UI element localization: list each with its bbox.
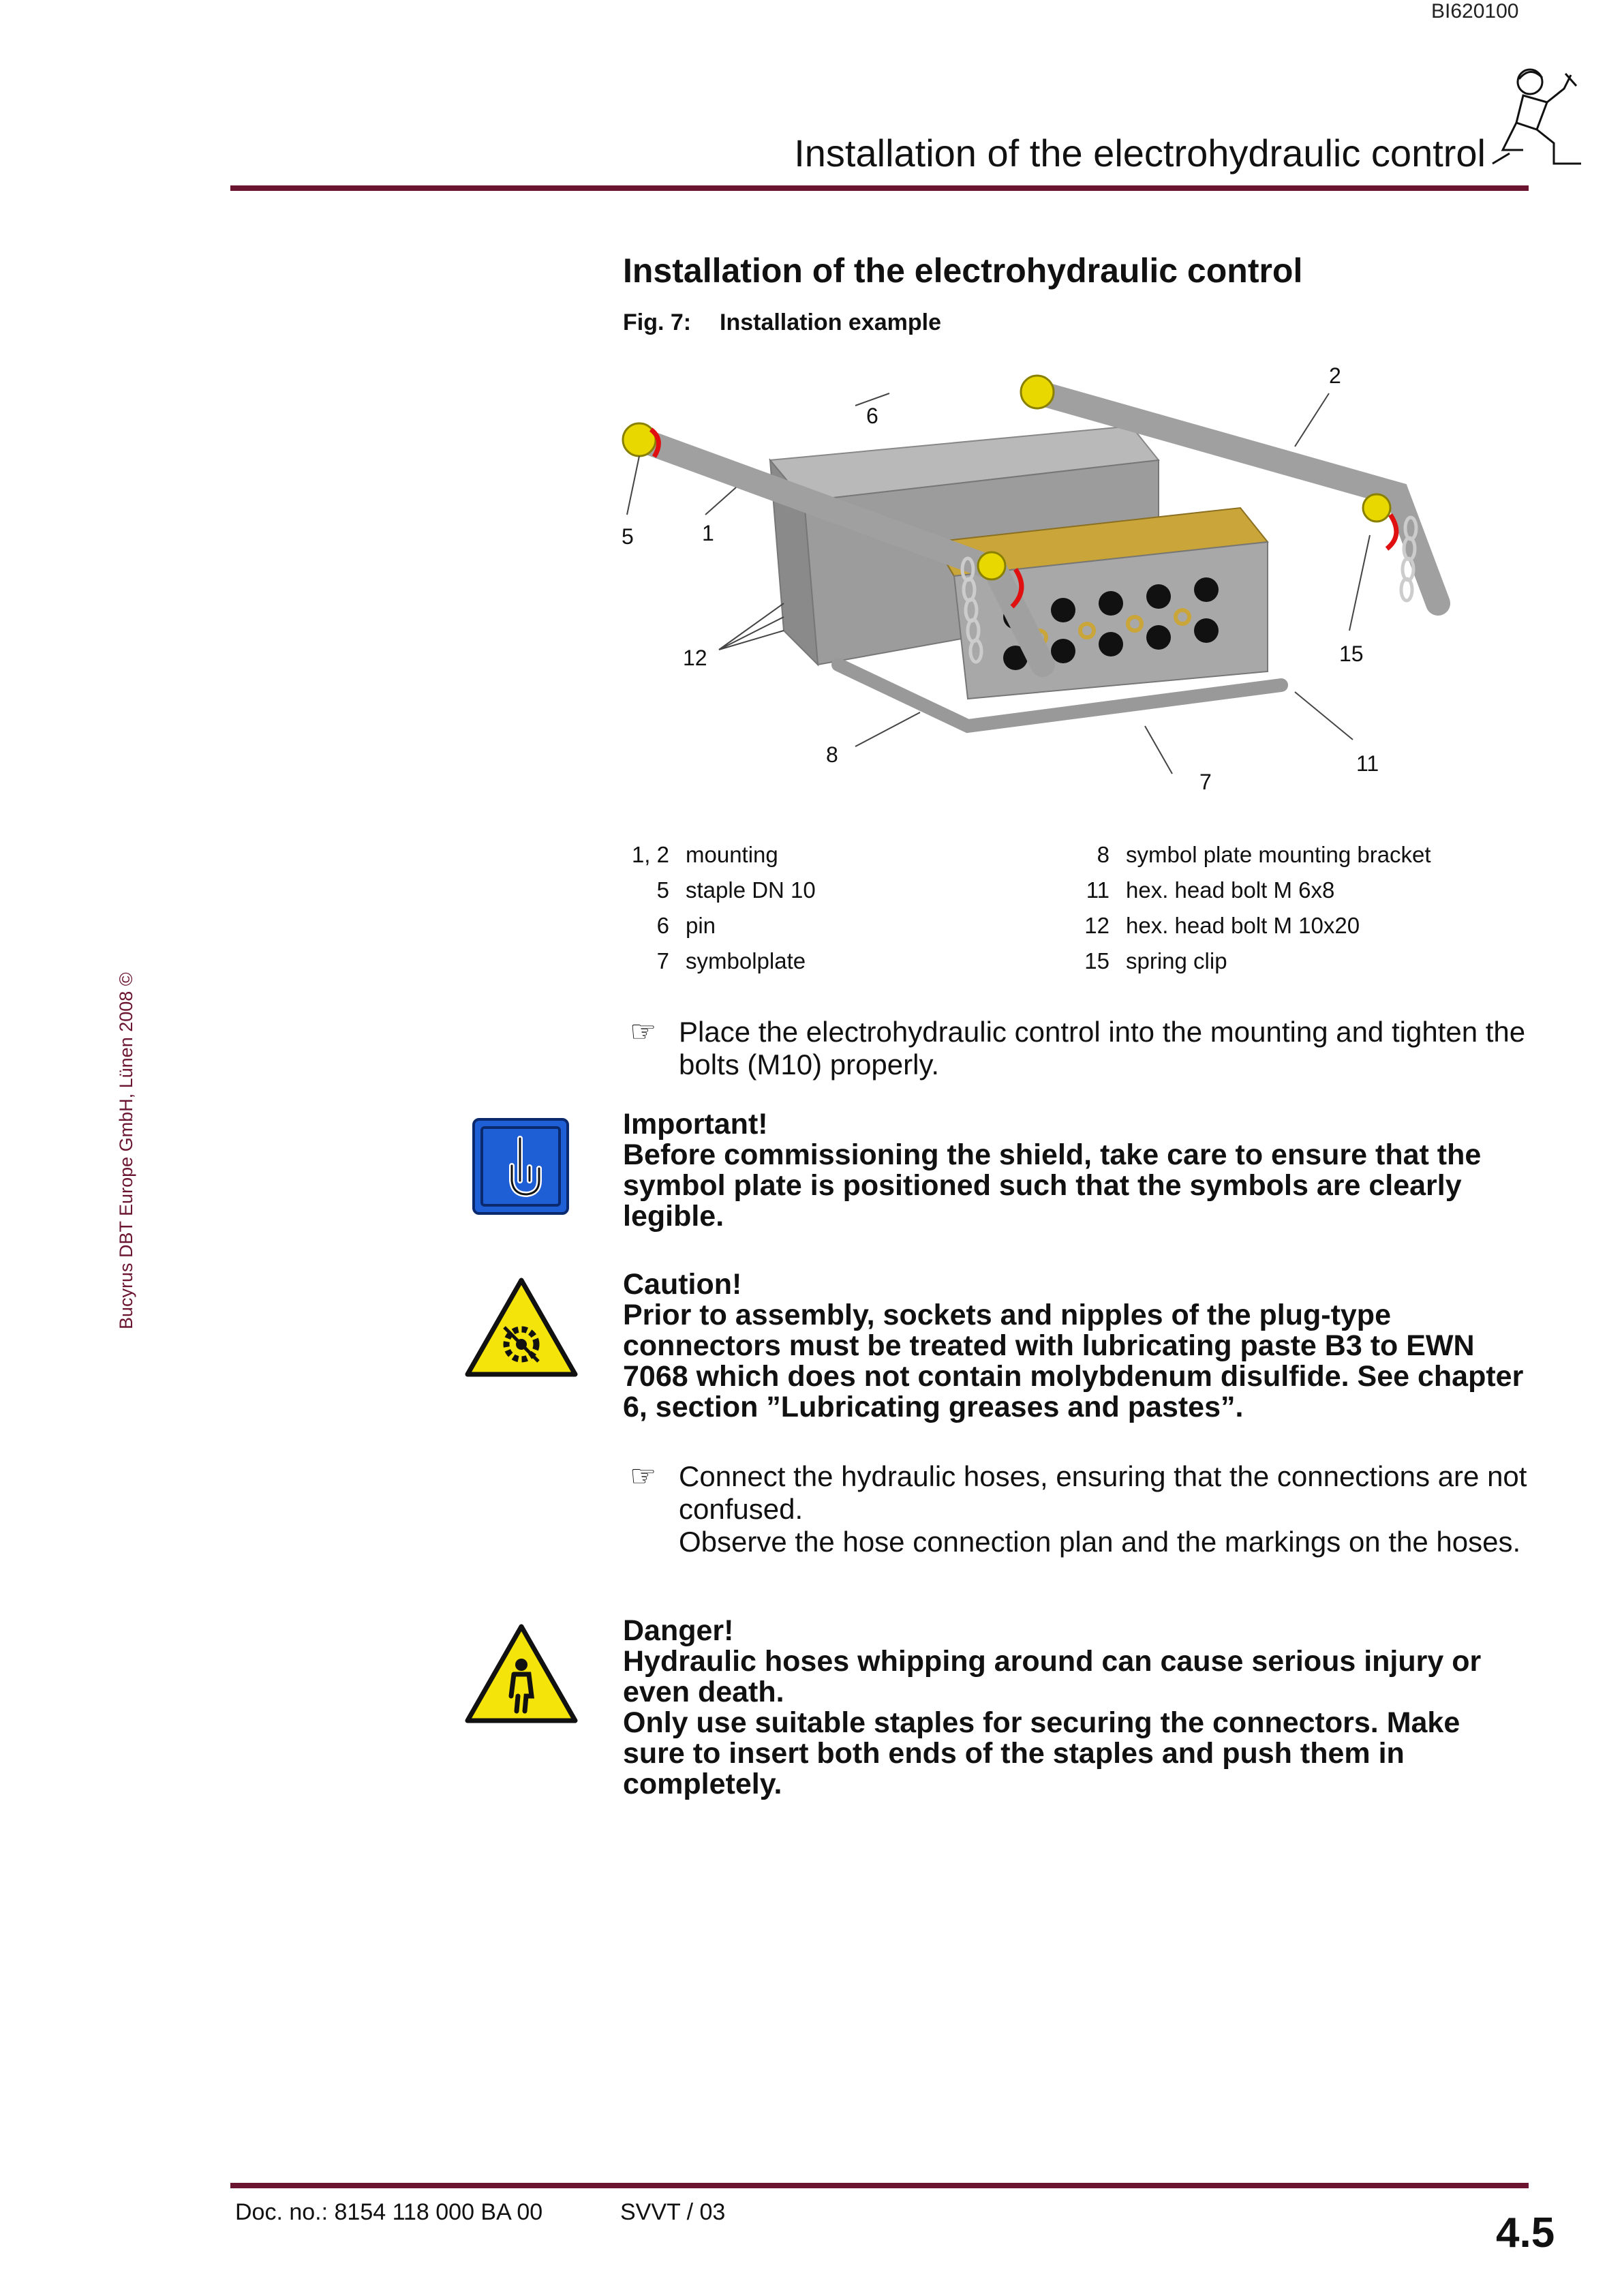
legend-right [1063,837,1431,979]
instruction-text: Place the electrohydraulic control into the mounting and tighten the bolts (M10) properly. [679,1016,1526,1081]
footer-version: SVVT / 03 [620,2199,726,2225]
legend-left [623,837,816,979]
section-title: Installation of the electrohydraulic control [623,252,1303,290]
caution-gear-icon [463,1276,579,1378]
figure-caption-text: Installation example [720,309,941,335]
legend-item: 5 staple DN 10 [656,877,816,903]
worker-mascot-icon [1489,61,1588,177]
callout-6: 6 [866,404,878,428]
footer-rule [230,2183,1529,2188]
callout-12: 12 [683,646,707,670]
header-title: Installation of the electrohydraulic control [794,132,1486,175]
callout-1: 1 [702,521,714,545]
danger-text: Only use suitable staples for securing the connectors. Make sure to insert both ends of the staples and push them in completely. [623,1706,1460,1800]
instruction-text: Observe the hose connection plan and the markings on the hoses. [679,1526,1521,1558]
danger-notice [623,1616,1529,1800]
important-hand-icon [472,1118,569,1215]
legend-item: 11 hex. head bolt M 6x8 [1086,877,1335,903]
danger-person-icon [463,1622,579,1725]
caution-notice [623,1269,1529,1423]
callout-2: 2 [1329,363,1341,388]
important-text: Before commissioning the shield, take care to ensure that the symbol plate is positioned such that the symbols are clearly legible. [623,1138,1482,1233]
header-rule [230,185,1529,191]
pointing-hand-icon: ☞ [630,1015,657,1048]
instruction-text: Connect the hydraulic hoses, ensuring that the connections are not confused. [679,1460,1527,1525]
document-id: BI620100 [1431,0,1519,22]
figure-number: Fig. 7: [623,309,692,335]
copyright-notice: Bucyrus DBT Europe GmbH, Lünen 2008 © [116,972,136,1329]
caution-heading: Caution! [623,1268,742,1301]
installation-figure [613,344,1499,821]
callout-5: 5 [622,524,634,549]
callout-8: 8 [826,742,838,767]
footer-doc-number: Doc. no.: 8154 118 000 BA 00 [235,2199,543,2225]
callout-15: 15 [1339,641,1364,666]
important-notice [623,1109,1529,1232]
pointing-hand-icon: ☞ [630,1460,657,1493]
legend-item: 8 symbol plate mounting bracket [1097,842,1431,867]
important-heading: Important! [623,1108,768,1141]
legend-item: 12 hex. head bolt M 10x20 [1084,913,1360,938]
callout-11: 11 [1356,751,1379,776]
legend-item: 1, 2 mounting [631,842,778,867]
figure-caption [623,309,941,336]
instruction-hoses [630,1460,1529,1558]
page-number: 4.5 [1496,2209,1555,2256]
legend-item: 7 symbolplate [656,948,806,973]
instruction-mounting [630,1016,1529,1081]
legend-item: 6 pin [656,913,716,938]
danger-heading: Danger! [623,1614,734,1647]
danger-text: Hydraulic hoses whipping around can cause serious injury or even death. [623,1645,1482,1708]
legend-item: 15 spring clip [1084,948,1227,973]
callout-7: 7 [1199,770,1212,794]
caution-text: Prior to assembly, sockets and nipples of the plug-type connectors must be treated with lubricating paste B3 to EWN 7068 which does not contain molybdenum disulfide. See chapter 6, section ”Lubricating greases and pastes”. [623,1299,1524,1423]
